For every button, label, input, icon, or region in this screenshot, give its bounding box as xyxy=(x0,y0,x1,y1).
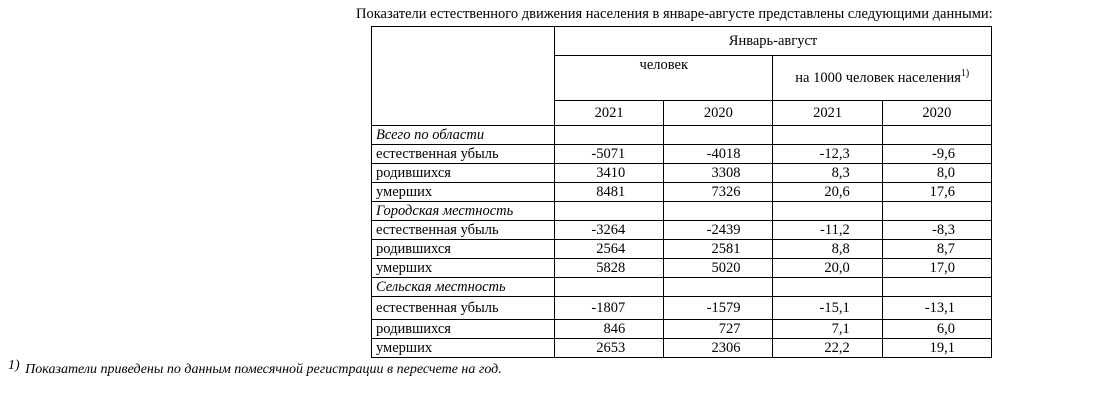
row-label: естественная убыль xyxy=(372,297,555,320)
cell-value: -5071 xyxy=(555,145,664,164)
cell-value: 3308 xyxy=(664,164,773,183)
cell-value: -9,6 xyxy=(882,145,991,164)
row-label: родившихся xyxy=(372,240,555,259)
empty-cell xyxy=(773,126,882,145)
header-unit-per1000-text: на 1000 человек населения xyxy=(795,70,961,86)
cell-value: 2653 xyxy=(555,339,664,358)
header-unit-per1000 xyxy=(773,56,992,101)
empty-cell xyxy=(555,278,664,297)
row-label: умерших xyxy=(372,183,555,202)
header-year: 2020 xyxy=(664,101,773,126)
header-row-period xyxy=(372,27,992,56)
table-row xyxy=(372,339,992,358)
cell-value: -3264 xyxy=(555,221,664,240)
cell-value: 19,1 xyxy=(882,339,991,358)
cell-value: -11,2 xyxy=(773,221,882,240)
empty-cell xyxy=(773,278,882,297)
header-period: Январь-август xyxy=(555,27,992,56)
section-row xyxy=(372,202,992,221)
cell-value: -8,3 xyxy=(882,221,991,240)
population-table xyxy=(371,26,992,358)
empty-cell xyxy=(882,202,991,221)
empty-cell xyxy=(664,126,773,145)
cell-value: 727 xyxy=(664,320,773,339)
cell-value: 20,6 xyxy=(773,183,882,202)
cell-value: 2564 xyxy=(555,240,664,259)
table-row xyxy=(372,145,992,164)
row-label: естественная убыль xyxy=(372,145,555,164)
cell-value: -2439 xyxy=(664,221,773,240)
table-row xyxy=(372,320,992,339)
row-label: родившихся xyxy=(372,164,555,183)
cell-value: -13,1 xyxy=(882,297,991,320)
table-row xyxy=(372,221,992,240)
empty-cell xyxy=(773,202,882,221)
header-unit-persons: человек xyxy=(555,56,773,101)
cell-value: -1579 xyxy=(664,297,773,320)
cell-value: 8,8 xyxy=(773,240,882,259)
section-title: Городская местность xyxy=(372,202,555,221)
cell-value: -1807 xyxy=(555,297,664,320)
cell-value: 5828 xyxy=(555,259,664,278)
header-year: 2020 xyxy=(882,101,991,126)
cell-value: 2581 xyxy=(664,240,773,259)
cell-value: 6,0 xyxy=(882,320,991,339)
row-label: умерших xyxy=(372,339,555,358)
footnote-mark: 1) xyxy=(8,358,20,373)
section-row xyxy=(372,278,992,297)
empty-cell xyxy=(555,126,664,145)
cell-value: 846 xyxy=(555,320,664,339)
cell-value: -15,1 xyxy=(773,297,882,320)
empty-cell xyxy=(664,202,773,221)
section-title: Всего по области xyxy=(372,126,555,145)
cell-value: 5020 xyxy=(664,259,773,278)
cell-value: 8,3 xyxy=(773,164,882,183)
empty-cell xyxy=(882,126,991,145)
cell-value: 17,6 xyxy=(882,183,991,202)
row-label: умерших xyxy=(372,259,555,278)
cell-value: 8481 xyxy=(555,183,664,202)
empty-cell xyxy=(882,278,991,297)
cell-value: 22,2 xyxy=(773,339,882,358)
footnote-ref-mark: 1) xyxy=(960,68,970,80)
cell-value: 8,7 xyxy=(882,240,991,259)
table-row xyxy=(372,183,992,202)
footnote xyxy=(8,358,502,378)
footnote-text: Показатели приведены по данным помесячной регистрации в пересчете на год. xyxy=(25,362,502,377)
cell-value: 2306 xyxy=(664,339,773,358)
cell-value: 20,0 xyxy=(773,259,882,278)
empty-cell xyxy=(664,278,773,297)
header-year: 2021 xyxy=(555,101,664,126)
table-row xyxy=(372,164,992,183)
header-year: 2021 xyxy=(773,101,882,126)
section-title: Сельская местность xyxy=(372,278,555,297)
cell-value: 3410 xyxy=(555,164,664,183)
cell-value: 7,1 xyxy=(773,320,882,339)
cell-value: -4018 xyxy=(664,145,773,164)
table-caption: Показатели естественного движения населения в январе-августе представлены следующими данными: xyxy=(356,6,993,22)
row-label: естественная убыль xyxy=(372,221,555,240)
empty-cell xyxy=(555,202,664,221)
cell-value: 17,0 xyxy=(882,259,991,278)
header-corner-cell xyxy=(372,27,555,126)
table-row xyxy=(372,297,992,320)
cell-value: -12,3 xyxy=(773,145,882,164)
table-row xyxy=(372,240,992,259)
cell-value: 7326 xyxy=(664,183,773,202)
cell-value: 8,0 xyxy=(882,164,991,183)
row-label: родившихся xyxy=(372,320,555,339)
table-row xyxy=(372,259,992,278)
section-row xyxy=(372,126,992,145)
